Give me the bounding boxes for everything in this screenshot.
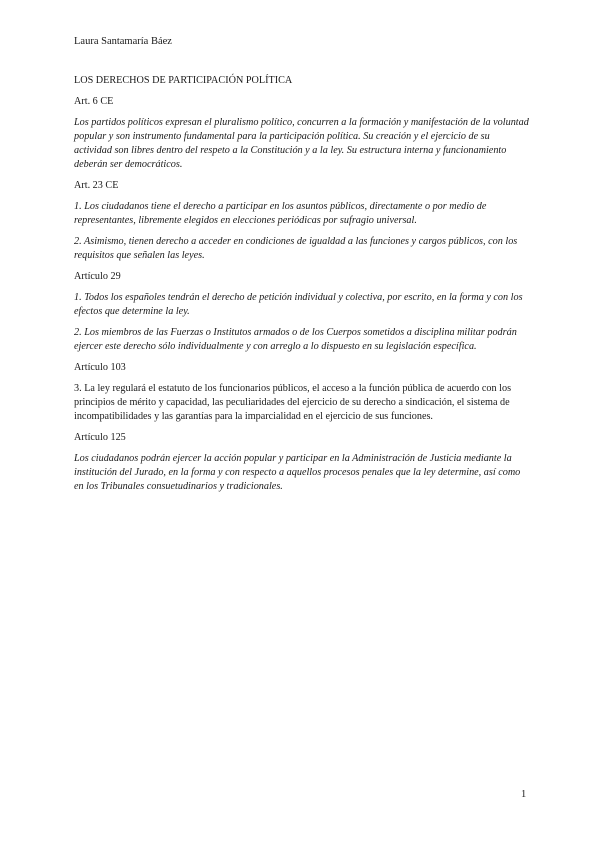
section-heading: Artículo 29 (74, 271, 121, 282)
section-heading: Art. 23 CE (74, 180, 119, 191)
section-paragraph: 2. Los miembros de las Fuerzas o Institutos armados o de los Cuerpos sometidos a disciplina militar podrán ejercer este derecho sólo individualmente y con arreglo a lo dispuesto en su legislación específica. (74, 327, 517, 352)
section-art-6 (74, 95, 530, 172)
section-paragraph: Los partidos políticos expresan el pluralismo político, concurren a la formación y manifestación de la voluntad popular y son instrumento fundamental para la participación política. Su creación y el ejercicio de su actividad son libres dentro del respeto a la Constitución y a la ley. Su estructura interna y funcionamiento deberán ser democráticos. (74, 117, 529, 170)
section-art-103 (74, 361, 530, 424)
section-paragraph: 1. Todos los españoles tendrán el derecho de petición individual y colectiva, por escrito, en la forma y con los efectos que determine la ley. (74, 292, 523, 317)
document-body (74, 74, 530, 501)
page-number: 1 (521, 789, 527, 800)
document-title: LOS DERECHOS DE PARTICIPACIÓN POLÍTICA (74, 75, 293, 86)
section-art-23 (74, 179, 530, 263)
author-header: Laura Santamaría Báez (74, 36, 172, 47)
section-art-125 (74, 431, 530, 494)
section-paragraph: 2. Asimismo, tienen derecho a acceder en condiciones de igualdad a las funciones y cargos públicos, con los requisitos que señalen las leyes. (74, 236, 518, 261)
section-art-29 (74, 270, 530, 354)
section-paragraph: 1. Los ciudadanos tiene el derecho a participar en los asuntos públicos, directamente o por medio de representantes, libremente elegidos en elecciones periódicas por sufragio universal. (74, 201, 487, 226)
section-heading: Artículo 103 (74, 362, 126, 373)
section-paragraph: 3. La ley regulará el estatuto de los funcionarios públicos, el acceso a la función pública de acuerdo con los principios de mérito y capacidad, las peculiaridades del ejercicio de su derecho a sindicación, el sistema de incompatibilidades y las garantías para la imparcialidad en el ejercicio de sus funciones. (74, 383, 512, 422)
section-paragraph: Los ciudadanos podrán ejercer la acción popular y participar en la Administración de Justicia mediante la institución del Jurado, en la forma y con respecto a aquellos procesos penales que la ley determine, así como en los Tribunales consuetudinarios y tradicionales. (74, 453, 521, 492)
section-heading: Artículo 125 (74, 432, 126, 443)
section-heading: Art. 6 CE (74, 96, 114, 107)
